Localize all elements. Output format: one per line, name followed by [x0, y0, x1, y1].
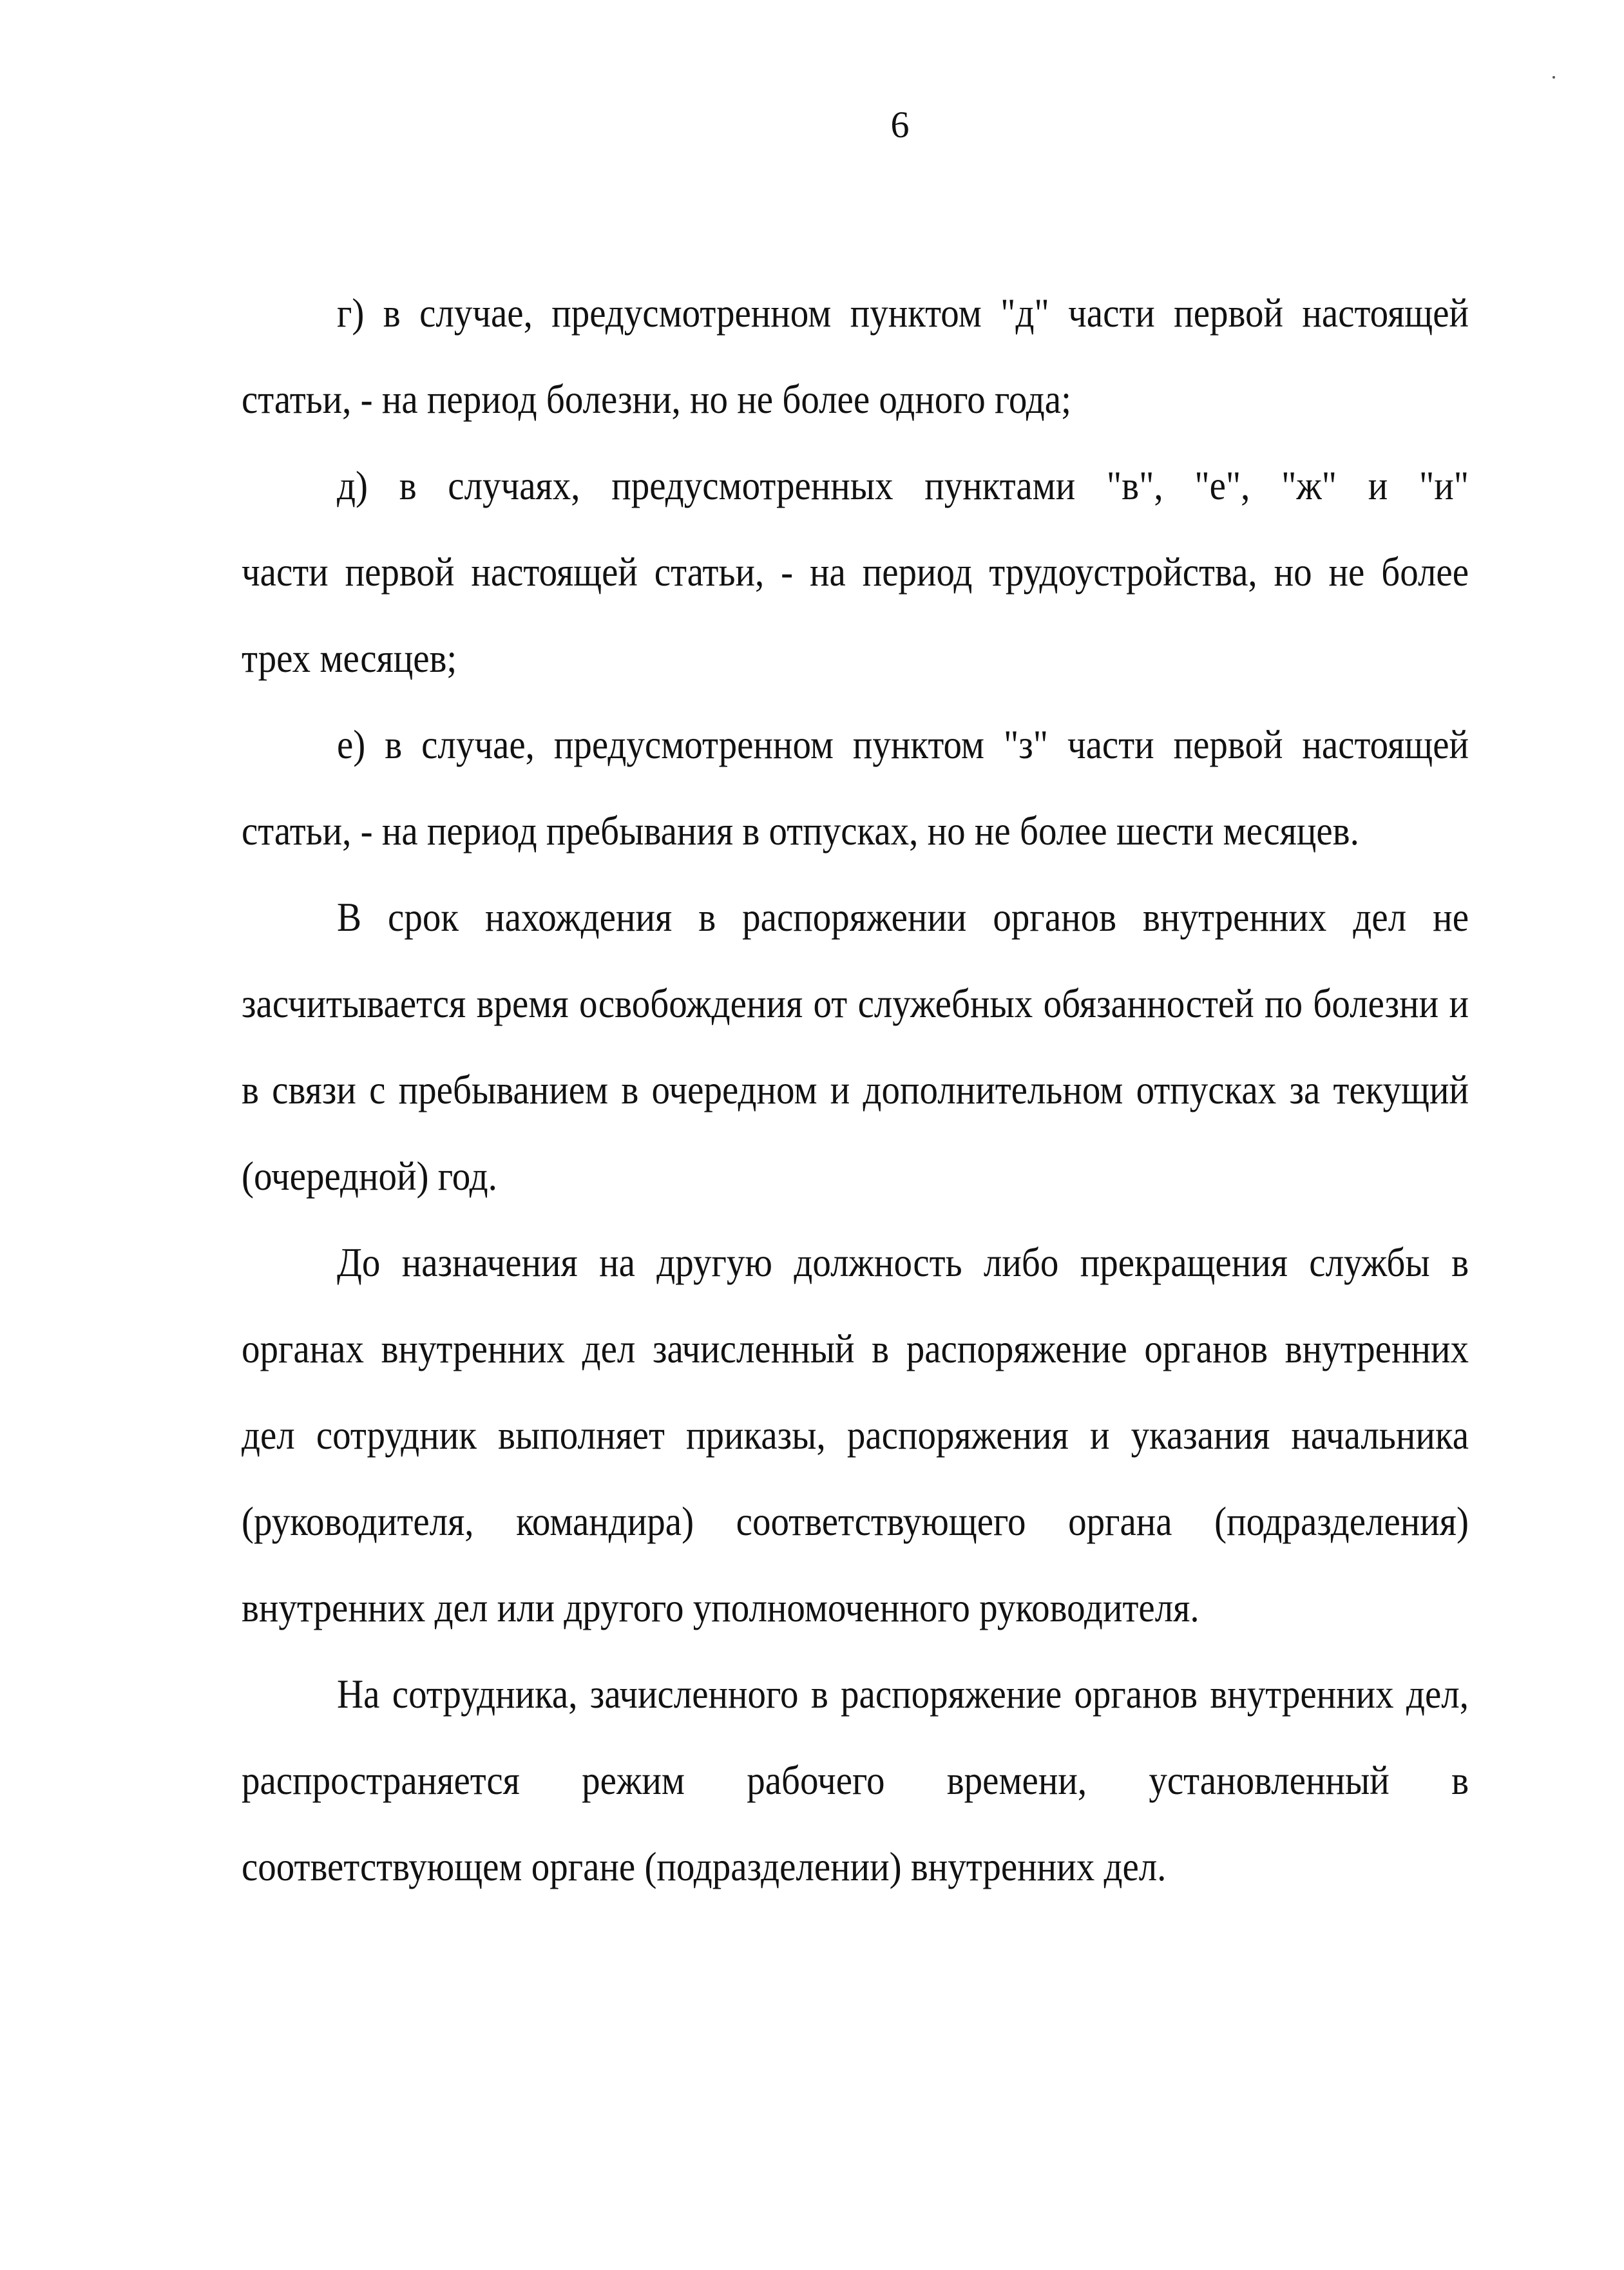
text-line: части первой настоящей статьи, - на период трудоустройства, но не более: [242, 549, 1469, 595]
paragraph: [242, 875, 1469, 1220]
text-line: В срок нахождения в распоряжении органов внутренних дел не: [337, 895, 1469, 940]
text-line: статьи, - на период болезни, но не более одного года;: [242, 377, 1071, 423]
scan-speck: [1552, 76, 1555, 79]
text-line: (очередной) год.: [242, 1154, 497, 1199]
text-line: распространяется режим рабочего времени, установленный в: [242, 1758, 1469, 1804]
text-line: органах внутренних дел зачисленный в распоряжение органов внутренних: [242, 1326, 1469, 1372]
paragraph: [242, 271, 1469, 443]
page-number: 6: [890, 104, 910, 146]
paragraph: [242, 443, 1469, 702]
text-line: дел сотрудник выполняет приказы, распоряжения и указания начальника: [242, 1413, 1469, 1458]
text-line: На сотрудника, зачисленного в распоряжение органов внутренних дел,: [337, 1672, 1469, 1717]
document-body: [242, 271, 1469, 1911]
text-line: г) в случае, предусмотренном пунктом "д" части первой настоящей: [337, 291, 1469, 336]
text-line: соответствующем органе (подразделении) внутренних дел.: [242, 1844, 1167, 1890]
text-line: трех месяцев;: [242, 636, 457, 682]
text-line: засчитывается время освобождения от служебных обязанностей по болезни и: [242, 981, 1469, 1027]
text-line: статьи, - на период пребывания в отпусках, но не более шести месяцев.: [242, 808, 1359, 854]
text-line: в связи с пребыванием в очередном и дополнительном отпусках за текущий: [242, 1067, 1469, 1113]
paragraph: [242, 702, 1469, 875]
text-line: (руководителя, командира) соответствующего органа (подразделения): [242, 1499, 1469, 1545]
text-line: До назначения на другую должность либо прекращения службы в: [337, 1240, 1469, 1286]
paragraph: [242, 1220, 1469, 1652]
text-line: е) в случае, предусмотренном пунктом "з" части первой настоящей: [337, 722, 1469, 768]
text-line: д) в случаях, предусмотренных пунктами "в", "е", "ж" и "и": [337, 463, 1469, 509]
text-line: внутренних дел или другого уполномоченного руководителя.: [242, 1585, 1199, 1631]
paragraph: [242, 1652, 1469, 1911]
